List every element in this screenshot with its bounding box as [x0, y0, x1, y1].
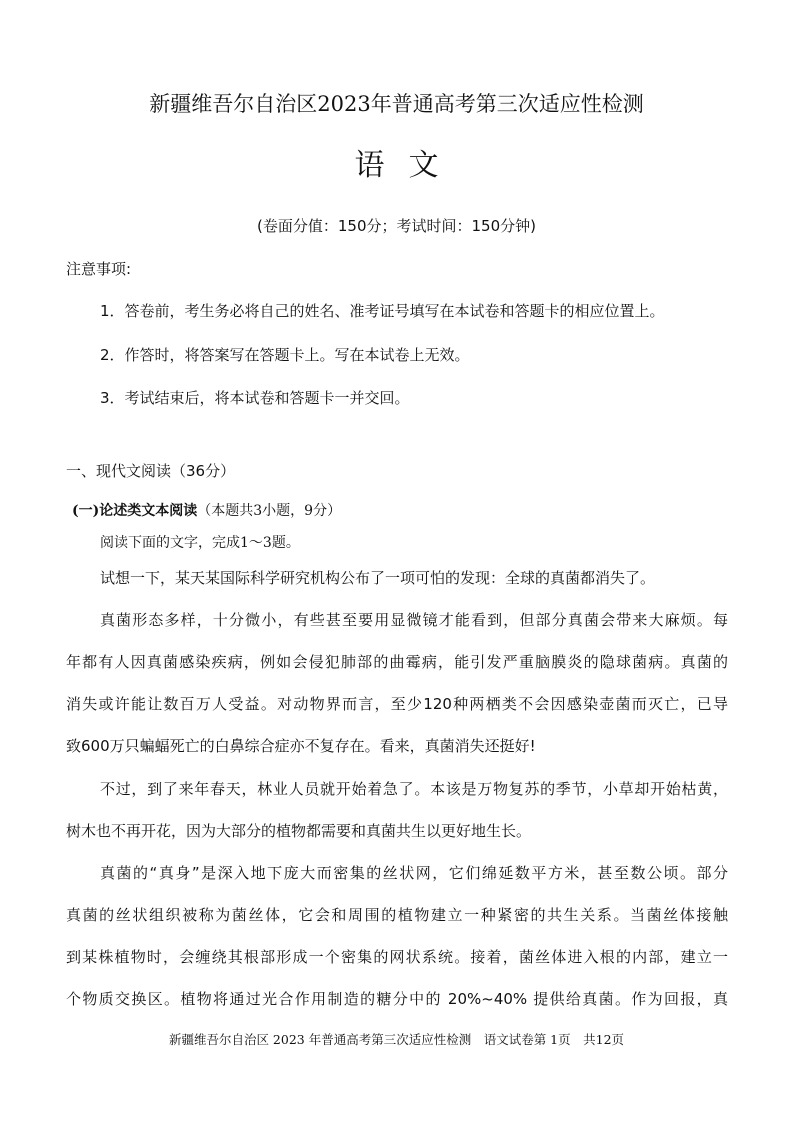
subsection-note: （本题共3小题，9分） [197, 503, 342, 519]
exam-title: 新疆维吾尔自治区2023年普通高考第三次适应性检测 [149, 92, 644, 116]
passage-line: 真菌的“真身”是深入地下庞大而密集的丝状网，它们绵延数平方米，甚至数公顷。部分 [100, 864, 728, 882]
passage-line: 不过，到了来年春天，林业人员就开始着急了。本该是万物复苏的季节，小草却开始枯黄， [100, 780, 728, 798]
reading-instruction: 阅读下面的文字，完成1～3题。 [100, 535, 300, 551]
passage-line: 试想一下，某天某国际科学研究机构公布了一项可怕的发现：全球的真菌都消失了。 [100, 569, 656, 587]
notice-item: 3．考试结束后，将本试卷和答题卡一并交回。 [100, 389, 410, 407]
notice-heading: 注意事项: [66, 260, 132, 278]
notice-item: 1．答卷前，考生务必将自己的姓名、准考证号填写在本试卷和答题卡的相应位置上。 [100, 302, 665, 320]
passage-line: 真菌形态多样，十分微小，有些甚至要用显微镜才能看到，但部分真菌会带来大麻烦。每 [100, 611, 728, 629]
passage-line: 个物质交换区。植物将通过光合作用制造的糖分中的 20%~40% 提供给真菌。作为回报，真 [66, 990, 728, 1008]
notice-item: 2．作答时，将答案写在答题卡上。写在本试卷上无效。 [100, 346, 470, 364]
subsection-heading [72, 500, 341, 520]
passage-line: 年都有人因真菌感染疾病，例如会侵犯肺部的曲霉病，能引发严重脑膜炎的隐球菌病。真菌的 [66, 653, 728, 671]
page-footer: 新疆维吾尔自治区 2023 年普通高考第三次适应性检测 语文试卷第 1页 共12页 [168, 1032, 625, 1047]
passage-line: 消失或许能让数百万人受益。对动物界而言，至少120种两栖类不会因感染壶菌而灭亡，已导 [66, 695, 728, 713]
passage-line: 致600万只蝙蝠死亡的白鼻综合症亦不复存在。看来，真菌消失还挺好! [66, 737, 536, 755]
passage-line: 树木也不再开花，因为大部分的植物都需要和真菌共生以更好地生长。 [66, 822, 532, 840]
passage-line: 真菌的丝状组织被称为菌丝体，它会和周围的植物建立一种紧密的共生关系。当菌丝体接触 [66, 906, 728, 924]
subject-title: 语文 [354, 148, 463, 183]
score-time-info: (卷面分值：150分；考试时间：150分钟) [257, 217, 536, 235]
subsection-title: (一)论述类文本阅读 [72, 503, 198, 519]
passage-line: 到某株植物时，会缠绕其根部形成一个密集的网状系统。接着，菌丝体进入根的内部，建立一 [66, 948, 728, 966]
section-heading: 一、现代文阅读（36分） [66, 462, 236, 480]
